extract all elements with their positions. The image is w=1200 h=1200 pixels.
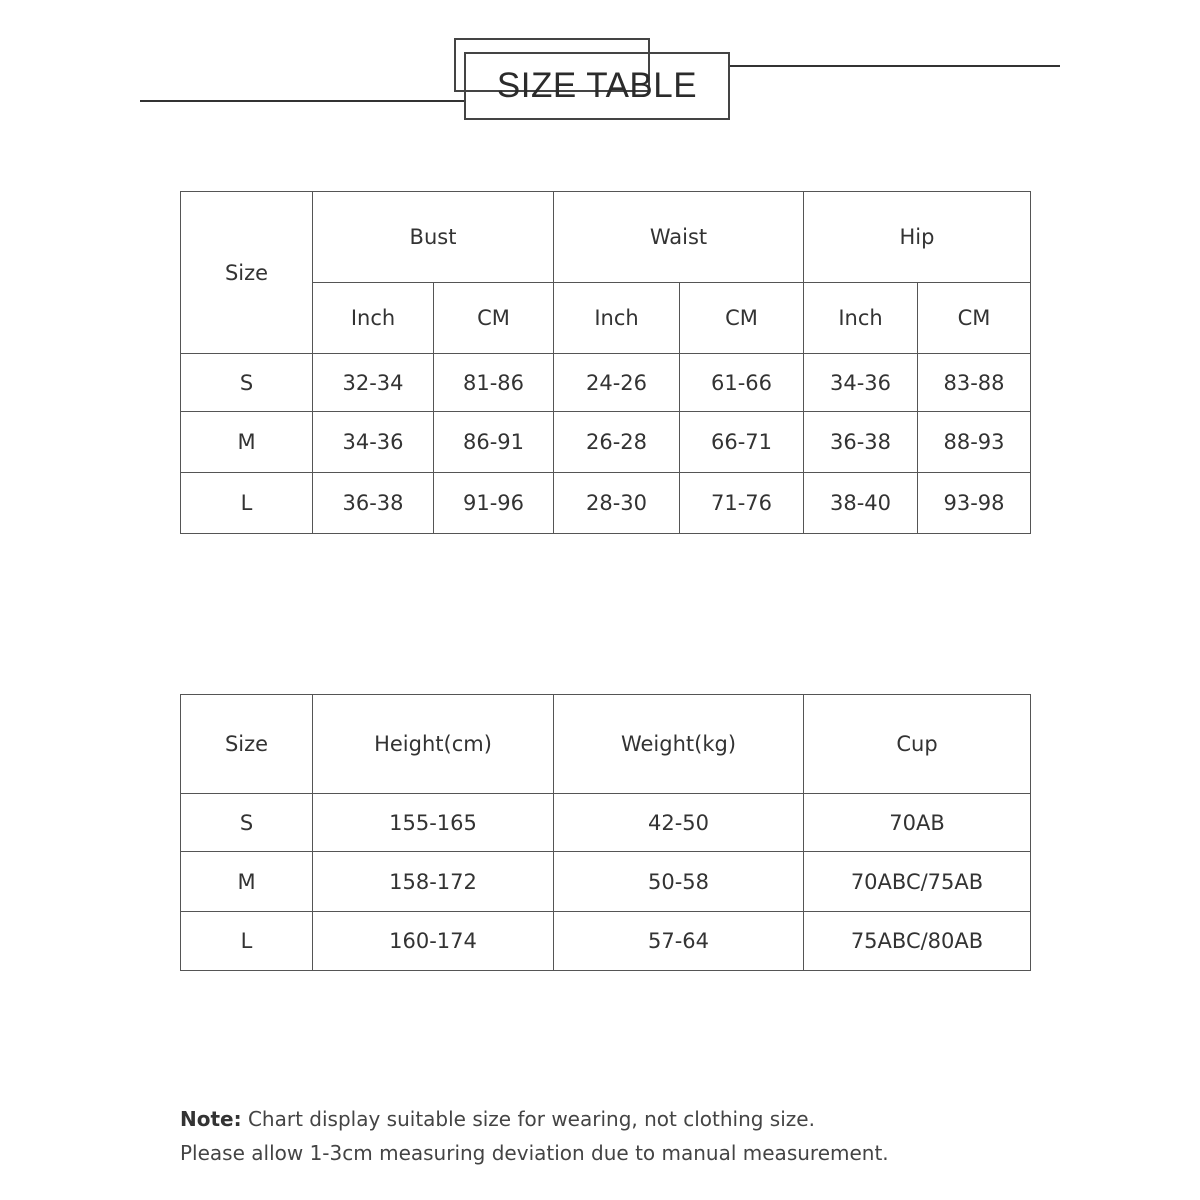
value-cell: 91-96 [434,473,554,534]
size-cell: M [181,412,313,473]
value-cell: 71-76 [680,473,804,534]
table-row [181,794,1031,852]
value-cell: 36-38 [313,473,434,534]
value-cell: 83-88 [918,354,1031,412]
value-cell: 34-36 [313,412,434,473]
header-rule-right [730,65,1060,67]
note-text-1: Chart display suitable size for wearing, not clothing size. [247,1107,815,1131]
weight-header: Weight(kg) [554,695,804,794]
value-cell: 88-93 [918,412,1031,473]
note-line-1 [180,1107,815,1131]
unit-header: Inch [554,283,680,354]
size-cell: L [181,473,313,534]
size-header: Size [181,695,313,794]
value-cell: 32-34 [313,354,434,412]
fit-table [180,694,1031,971]
cup-cell: 75ABC/80AB [804,912,1031,971]
table-row [181,852,1031,912]
value-cell: 36-38 [804,412,918,473]
header-rule-left [140,100,466,102]
size-header: Size [181,192,313,354]
bust-header: Bust [313,192,554,283]
cup-cell: 70AB [804,794,1031,852]
cup-cell: 70ABC/75AB [804,852,1031,912]
height-cell: 155-165 [313,794,554,852]
measurement-table [180,191,1031,534]
size-cell: S [181,354,313,412]
weight-cell: 42-50 [554,794,804,852]
weight-cell: 50-58 [554,852,804,912]
table-row [181,354,1031,412]
value-cell: 24-26 [554,354,680,412]
value-cell: 93-98 [918,473,1031,534]
height-cell: 158-172 [313,852,554,912]
cup-header: Cup [804,695,1031,794]
height-cell: 160-174 [313,912,554,971]
note-text-2: Please allow 1-3cm measuring deviation due to manual measurement. [180,1141,889,1165]
value-cell: 81-86 [434,354,554,412]
value-cell: 34-36 [804,354,918,412]
size-cell: L [181,912,313,971]
table-row [181,912,1031,971]
value-cell: 86-91 [434,412,554,473]
unit-header: Inch [804,283,918,354]
table-row [181,473,1031,534]
value-cell: 28-30 [554,473,680,534]
note-line-2 [180,1141,889,1165]
unit-header: CM [680,283,804,354]
waist-header: Waist [554,192,804,283]
page-title: SIZE TABLE [496,66,698,105]
size-cell: S [181,794,313,852]
height-header: Height(cm) [313,695,554,794]
weight-cell: 57-64 [554,912,804,971]
hip-header: Hip [804,192,1031,283]
value-cell: 66-71 [680,412,804,473]
unit-header: Inch [313,283,434,354]
unit-header: CM [918,283,1031,354]
value-cell: 61-66 [680,354,804,412]
table-row [181,412,1031,473]
size-cell: M [181,852,313,912]
unit-header: CM [434,283,554,354]
note-label: Note: [180,1107,242,1131]
value-cell: 38-40 [804,473,918,534]
value-cell: 26-28 [554,412,680,473]
